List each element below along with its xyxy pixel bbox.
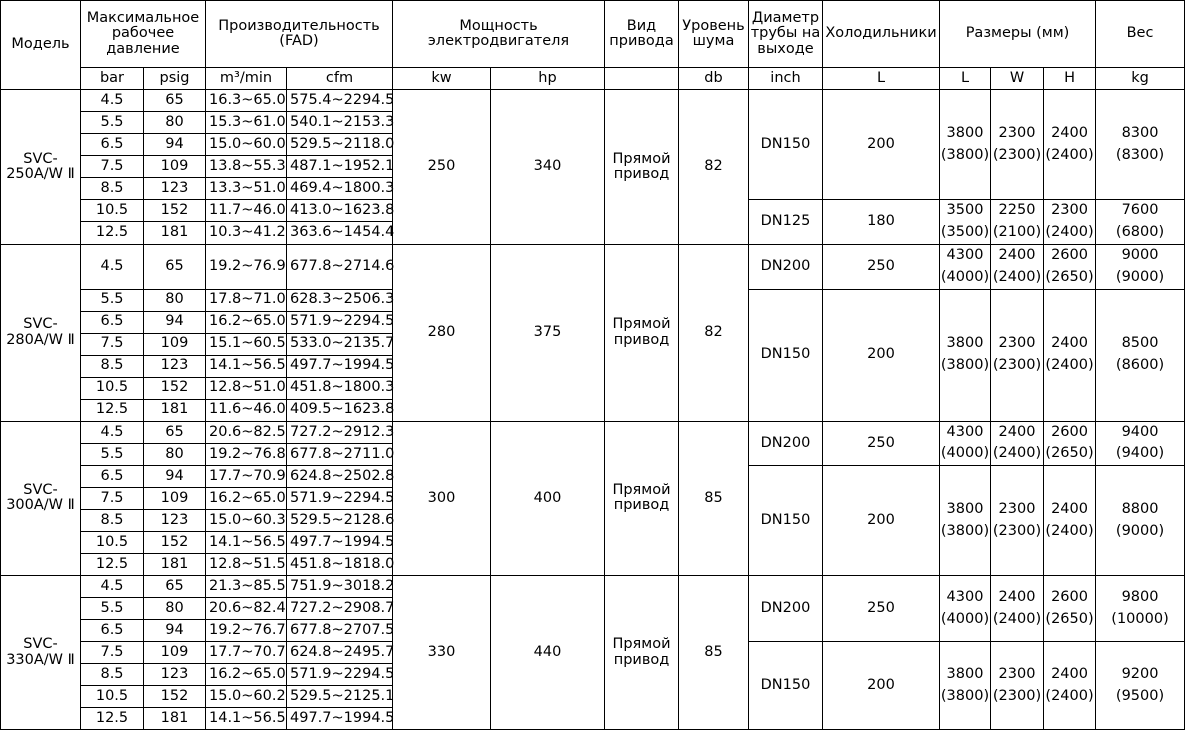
dimension-w bbox=[991, 466, 1044, 576]
unit-coolers-l: L bbox=[823, 68, 940, 90]
power-hp: 440 bbox=[491, 576, 605, 730]
table-row bbox=[1, 244, 1185, 289]
model-name: SVC-300A/W Ⅱ bbox=[1, 421, 81, 576]
weight-kg bbox=[1096, 90, 1185, 200]
pressure-bar: 12.5 bbox=[81, 708, 144, 730]
fad-m3min: 13.3~51.0 bbox=[206, 178, 287, 200]
dimension-l-alt-value: (4000) bbox=[940, 610, 990, 627]
pressure-bar: 8.5 bbox=[81, 510, 144, 532]
dimension-h bbox=[1044, 289, 1096, 421]
fad-cfm: 487.1~1952.1 bbox=[287, 156, 393, 178]
weight-kg-value: 8300 bbox=[1121, 124, 1159, 141]
fad-m3min: 12.8~51.5 bbox=[206, 554, 287, 576]
fad-cfm: 533.0~2135.7 bbox=[287, 333, 393, 355]
coolers-l: 200 bbox=[823, 642, 940, 730]
weight-kg-value: 9000 bbox=[1121, 246, 1159, 263]
pressure-psig: 80 bbox=[144, 443, 206, 465]
unit-kg: kg bbox=[1096, 68, 1185, 90]
dimension-l-value: 3800 bbox=[946, 124, 984, 141]
pipe-diameter: DN150 bbox=[749, 289, 823, 421]
fad-m3min: 15.1~60.5 bbox=[206, 333, 287, 355]
dimension-h-alt-value: (2400) bbox=[1045, 687, 1094, 704]
fad-cfm: 727.2~2908.7 bbox=[287, 598, 393, 620]
pressure-psig: 65 bbox=[144, 244, 206, 289]
weight-kg-value: 7600 bbox=[1121, 202, 1159, 218]
dimension-h-value: 2400 bbox=[1051, 665, 1088, 682]
dimension-l bbox=[940, 200, 991, 245]
dimension-w bbox=[991, 90, 1044, 200]
weight-kg-value: 9800 bbox=[1121, 588, 1159, 605]
power-kw: 280 bbox=[393, 244, 491, 421]
unit-db: db bbox=[679, 68, 749, 90]
pressure-psig: 123 bbox=[144, 510, 206, 532]
dimension-w-alt-value: (2300) bbox=[992, 522, 1042, 539]
dimension-w-value: 2300 bbox=[998, 124, 1036, 141]
dimension-l-alt-value: (4000) bbox=[940, 445, 990, 462]
fad-cfm: 727.2~2912.3 bbox=[287, 421, 393, 443]
pipe-diameter: DN200 bbox=[749, 244, 823, 289]
coolers-l: 180 bbox=[823, 200, 940, 245]
fad-m3min: 19.2~76.8 bbox=[206, 443, 287, 465]
table-row bbox=[1, 421, 1185, 443]
pressure-psig: 123 bbox=[144, 355, 206, 377]
header-pipe: Диаметр трубы на выходе bbox=[749, 1, 823, 68]
weight-kg-alt-value: (6800) bbox=[1115, 223, 1165, 240]
fad-cfm: 451.8~1818.0 bbox=[287, 554, 393, 576]
dimension-w-value: 2400 bbox=[998, 246, 1036, 263]
dimension-l-alt-value: (4000) bbox=[940, 268, 990, 285]
pressure-bar: 7.5 bbox=[81, 488, 144, 510]
power-hp: 375 bbox=[491, 244, 605, 421]
fad-cfm: 751.9~3018.2 bbox=[287, 576, 393, 598]
fad-cfm: 624.8~2495.7 bbox=[287, 642, 393, 664]
dimension-l-alt-value: (3800) bbox=[940, 357, 990, 373]
pressure-bar: 8.5 bbox=[81, 178, 144, 200]
weight-kg-alt-value: (10000) bbox=[1111, 610, 1169, 627]
pressure-bar: 6.5 bbox=[81, 620, 144, 642]
fad-m3min: 14.1~56.5 bbox=[206, 532, 287, 554]
dimension-h-alt-value: (2650) bbox=[1045, 268, 1094, 285]
drive-type: Прямой привод bbox=[605, 90, 679, 245]
drive-type: Прямой привод bbox=[605, 421, 679, 576]
fad-cfm: 529.5~2128.6 bbox=[287, 510, 393, 532]
pressure-psig: 181 bbox=[144, 708, 206, 730]
unit-psig: psig bbox=[144, 68, 206, 90]
dimension-l-alt-value: (3800) bbox=[940, 522, 990, 539]
unit-dim-h: H bbox=[1044, 68, 1096, 90]
dimension-w-value: 2400 bbox=[998, 588, 1036, 605]
fad-m3min: 16.3~65.0 bbox=[206, 90, 287, 112]
unit-dim-l: L bbox=[940, 68, 991, 90]
pressure-bar: 4.5 bbox=[81, 90, 144, 112]
fad-m3min: 14.1~56.5 bbox=[206, 355, 287, 377]
fad-m3min: 19.2~76.7 bbox=[206, 620, 287, 642]
header-fad: Производительность (FAD) bbox=[206, 1, 393, 68]
dimension-w bbox=[991, 244, 1044, 289]
pressure-bar: 10.5 bbox=[81, 377, 144, 399]
fad-m3min: 11.7~46.0 bbox=[206, 200, 287, 222]
dimension-l-value: 4300 bbox=[946, 423, 984, 440]
pressure-psig: 123 bbox=[144, 664, 206, 686]
pressure-psig: 181 bbox=[144, 554, 206, 576]
fad-m3min: 17.7~70.9 bbox=[206, 466, 287, 488]
weight-kg-alt-value: (9000) bbox=[1115, 268, 1165, 285]
dimension-w bbox=[991, 200, 1044, 245]
pressure-psig: 123 bbox=[144, 178, 206, 200]
pressure-psig: 94 bbox=[144, 620, 206, 642]
dimension-h-value: 2300 bbox=[1051, 202, 1088, 218]
coolers-l: 200 bbox=[823, 289, 940, 421]
pressure-bar: 7.5 bbox=[81, 642, 144, 664]
pressure-bar: 4.5 bbox=[81, 421, 144, 443]
pressure-psig: 181 bbox=[144, 399, 206, 421]
pressure-psig: 109 bbox=[144, 642, 206, 664]
fad-m3min: 21.3~85.5 bbox=[206, 576, 287, 598]
pressure-bar: 7.5 bbox=[81, 156, 144, 178]
unit-kw: kw bbox=[393, 68, 491, 90]
fad-cfm: 497.7~1994.5 bbox=[287, 355, 393, 377]
dimension-l bbox=[940, 466, 991, 576]
fad-m3min: 12.8~51.0 bbox=[206, 377, 287, 399]
pressure-psig: 80 bbox=[144, 289, 206, 311]
pressure-psig: 65 bbox=[144, 421, 206, 443]
pressure-psig: 152 bbox=[144, 200, 206, 222]
fad-m3min: 16.2~65.0 bbox=[206, 488, 287, 510]
dimension-h-value: 2400 bbox=[1051, 335, 1088, 352]
pipe-diameter: DN150 bbox=[749, 466, 823, 576]
weight-kg bbox=[1096, 200, 1185, 245]
pressure-psig: 181 bbox=[144, 222, 206, 244]
pressure-psig: 109 bbox=[144, 333, 206, 355]
noise-db: 85 bbox=[679, 576, 749, 730]
weight-kg-alt-value: (9000) bbox=[1115, 522, 1165, 539]
dimension-h-value: 2600 bbox=[1051, 588, 1088, 605]
dimension-l-alt-value: (3800) bbox=[940, 687, 990, 704]
dimension-w-alt-value: (2400) bbox=[992, 268, 1042, 285]
dimension-h bbox=[1044, 466, 1096, 576]
weight-kg-alt-value: (9400) bbox=[1115, 445, 1165, 462]
dimension-l-value: 3800 bbox=[946, 665, 984, 682]
dimension-l bbox=[940, 421, 991, 466]
pressure-psig: 94 bbox=[144, 134, 206, 156]
dimension-w-alt-value: (2300) bbox=[992, 357, 1042, 373]
fad-cfm: 571.9~2294.5 bbox=[287, 664, 393, 686]
dimension-w bbox=[991, 289, 1044, 421]
pressure-bar: 12.5 bbox=[81, 222, 144, 244]
fad-cfm: 529.5~2118.0 bbox=[287, 134, 393, 156]
noise-db: 82 bbox=[679, 244, 749, 421]
header-coolers: Холодильники bbox=[823, 1, 940, 68]
fad-cfm: 469.4~1800.3 bbox=[287, 178, 393, 200]
weight-kg-alt-value: (8300) bbox=[1115, 146, 1165, 163]
fad-m3min: 10.3~41.2 bbox=[206, 222, 287, 244]
dimension-w-alt-value: (2400) bbox=[992, 610, 1042, 627]
fad-cfm: 628.3~2506.3 bbox=[287, 289, 393, 311]
unit-hp: hp bbox=[491, 68, 605, 90]
header-dimensions: Размеры (мм) bbox=[940, 1, 1096, 68]
pressure-psig: 65 bbox=[144, 576, 206, 598]
weight-kg bbox=[1096, 642, 1185, 730]
pressure-psig: 80 bbox=[144, 112, 206, 134]
pressure-psig: 80 bbox=[144, 598, 206, 620]
dimension-w-value: 2300 bbox=[998, 335, 1036, 352]
pressure-bar: 10.5 bbox=[81, 200, 144, 222]
pipe-diameter: DN125 bbox=[749, 200, 823, 245]
fad-cfm: 677.8~2711.0 bbox=[287, 443, 393, 465]
dimension-l-alt-value: (3800) bbox=[940, 146, 990, 163]
fad-cfm: 363.6~1454.4 bbox=[287, 222, 393, 244]
pipe-diameter: DN200 bbox=[749, 421, 823, 466]
fad-cfm: 451.8~1800.3 bbox=[287, 377, 393, 399]
unit-cfm: cfm bbox=[287, 68, 393, 90]
power-kw: 300 bbox=[393, 421, 491, 576]
dimension-h bbox=[1044, 576, 1096, 642]
table-row bbox=[1, 576, 1185, 598]
power-hp: 340 bbox=[491, 90, 605, 245]
dimension-h-value: 2400 bbox=[1051, 500, 1088, 517]
dimension-l-alt-value: (3500) bbox=[940, 223, 990, 240]
dimension-h bbox=[1044, 642, 1096, 730]
coolers-l: 200 bbox=[823, 466, 940, 576]
model-name: SVC-280A/W Ⅱ bbox=[1, 244, 81, 421]
model-name: SVC-250A/W Ⅱ bbox=[1, 90, 81, 245]
table-row bbox=[1, 90, 1185, 112]
coolers-l: 250 bbox=[823, 576, 940, 642]
dimension-w bbox=[991, 642, 1044, 730]
dimension-l-value: 3800 bbox=[946, 500, 984, 517]
pressure-psig: 65 bbox=[144, 90, 206, 112]
fad-m3min: 17.7~70.7 bbox=[206, 642, 287, 664]
dimension-w-alt-value: (2100) bbox=[992, 223, 1042, 240]
pressure-bar: 12.5 bbox=[81, 554, 144, 576]
unit-dim-w: W bbox=[991, 68, 1044, 90]
header-drive: Вид привода bbox=[605, 1, 679, 68]
pressure-bar: 12.5 bbox=[81, 399, 144, 421]
unit-drive-empty bbox=[605, 68, 679, 90]
dimension-h bbox=[1044, 90, 1096, 200]
pressure-bar: 6.5 bbox=[81, 134, 144, 156]
fad-m3min: 15.0~60.2 bbox=[206, 686, 287, 708]
pressure-bar: 5.5 bbox=[81, 289, 144, 311]
pressure-bar: 5.5 bbox=[81, 443, 144, 465]
pressure-bar: 8.5 bbox=[81, 355, 144, 377]
fad-m3min: 15.3~61.0 bbox=[206, 112, 287, 134]
header-model: Модель bbox=[1, 1, 81, 90]
dimension-h-alt-value: (2400) bbox=[1045, 223, 1094, 240]
dimension-w-alt-value: (2300) bbox=[992, 687, 1042, 704]
pressure-psig: 109 bbox=[144, 156, 206, 178]
power-hp: 400 bbox=[491, 421, 605, 576]
dimension-l-value: 3800 bbox=[946, 335, 984, 352]
dimension-l bbox=[940, 642, 991, 730]
dimension-w-value: 2300 bbox=[998, 665, 1036, 682]
pressure-bar: 6.5 bbox=[81, 466, 144, 488]
pipe-diameter: DN150 bbox=[749, 642, 823, 730]
power-kw: 330 bbox=[393, 576, 491, 730]
dimension-l bbox=[940, 244, 991, 289]
fad-cfm: 677.8~2714.6 bbox=[287, 244, 393, 289]
header-power: Мощность электродвигателя bbox=[393, 1, 605, 68]
pressure-psig: 152 bbox=[144, 532, 206, 554]
weight-kg bbox=[1096, 466, 1185, 576]
noise-db: 85 bbox=[679, 421, 749, 576]
fad-m3min: 20.6~82.5 bbox=[206, 421, 287, 443]
unit-bar: bar bbox=[81, 68, 144, 90]
pressure-psig: 152 bbox=[144, 686, 206, 708]
weight-kg-alt-value: (9500) bbox=[1115, 687, 1165, 704]
fad-cfm: 571.9~2294.5 bbox=[287, 488, 393, 510]
dimension-l-value: 3500 bbox=[946, 202, 984, 218]
dimension-l-value: 4300 bbox=[946, 246, 984, 263]
fad-m3min: 19.2~76.9 bbox=[206, 244, 287, 289]
dimension-w-alt-value: (2300) bbox=[992, 146, 1042, 163]
pressure-bar: 5.5 bbox=[81, 598, 144, 620]
fad-cfm: 677.8~2707.5 bbox=[287, 620, 393, 642]
fad-cfm: 571.9~2294.5 bbox=[287, 311, 393, 333]
fad-cfm: 575.4~2294.5 bbox=[287, 90, 393, 112]
dimension-h-alt-value: (2650) bbox=[1045, 610, 1094, 627]
pressure-bar: 6.5 bbox=[81, 311, 144, 333]
coolers-l: 250 bbox=[823, 244, 940, 289]
pressure-bar: 5.5 bbox=[81, 112, 144, 134]
drive-type: Прямой привод bbox=[605, 576, 679, 730]
dimension-h-alt-value: (2400) bbox=[1045, 522, 1094, 539]
fad-m3min: 16.2~65.0 bbox=[206, 311, 287, 333]
dimension-l bbox=[940, 90, 991, 200]
fad-m3min: 16.2~65.0 bbox=[206, 664, 287, 686]
dimension-l-value: 4300 bbox=[946, 588, 984, 605]
pressure-bar: 8.5 bbox=[81, 664, 144, 686]
fad-m3min: 13.8~55.3 bbox=[206, 156, 287, 178]
weight-kg bbox=[1096, 421, 1185, 466]
pressure-bar: 7.5 bbox=[81, 333, 144, 355]
fad-cfm: 409.5~1623.8 bbox=[287, 399, 393, 421]
fad-m3min: 15.0~60.3 bbox=[206, 510, 287, 532]
dimension-h bbox=[1044, 421, 1096, 466]
weight-kg-alt-value: (8600) bbox=[1115, 357, 1165, 373]
header-pressure: Максимальное рабочее давление bbox=[81, 1, 206, 68]
fad-cfm: 497.7~1994.5 bbox=[287, 532, 393, 554]
pressure-psig: 94 bbox=[144, 466, 206, 488]
pressure-psig: 152 bbox=[144, 377, 206, 399]
fad-m3min: 20.6~82.4 bbox=[206, 598, 287, 620]
dimension-h-alt-value: (2400) bbox=[1045, 146, 1094, 163]
dimension-h bbox=[1044, 244, 1096, 289]
coolers-l: 200 bbox=[823, 90, 940, 200]
pressure-bar: 4.5 bbox=[81, 576, 144, 598]
dimension-w-value: 2250 bbox=[998, 202, 1036, 218]
weight-kg-value: 9200 bbox=[1121, 665, 1159, 682]
dimension-h-value: 2600 bbox=[1051, 423, 1088, 440]
dimension-w-alt-value: (2400) bbox=[992, 445, 1042, 462]
pressure-psig: 94 bbox=[144, 311, 206, 333]
dimension-h bbox=[1044, 200, 1096, 245]
fad-cfm: 624.8~2502.8 bbox=[287, 466, 393, 488]
pressure-bar: 10.5 bbox=[81, 686, 144, 708]
pressure-bar: 10.5 bbox=[81, 532, 144, 554]
noise-db: 82 bbox=[679, 90, 749, 245]
coolers-l: 250 bbox=[823, 421, 940, 466]
pipe-diameter: DN150 bbox=[749, 90, 823, 200]
dimension-h-alt-value: (2400) bbox=[1045, 357, 1094, 373]
fad-cfm: 529.5~2125.1 bbox=[287, 686, 393, 708]
weight-kg-value: 8500 bbox=[1121, 335, 1159, 352]
weight-kg bbox=[1096, 244, 1185, 289]
weight-kg-value: 9400 bbox=[1121, 423, 1159, 440]
spec-table-body bbox=[1, 90, 1185, 730]
pressure-bar: 4.5 bbox=[81, 244, 144, 289]
unit-m3min: m³/min bbox=[206, 68, 287, 90]
model-name: SVC-330A/W Ⅱ bbox=[1, 576, 81, 730]
dimension-l bbox=[940, 289, 991, 421]
fad-m3min: 17.8~71.0 bbox=[206, 289, 287, 311]
unit-inch: inch bbox=[749, 68, 823, 90]
dimension-w bbox=[991, 576, 1044, 642]
fad-cfm: 540.1~2153.3 bbox=[287, 112, 393, 134]
drive-type: Прямой привод bbox=[605, 244, 679, 421]
dimension-h-value: 2600 bbox=[1051, 246, 1088, 263]
fad-m3min: 15.0~60.0 bbox=[206, 134, 287, 156]
dimension-w-value: 2300 bbox=[998, 500, 1036, 517]
header-weight: Вес bbox=[1096, 1, 1185, 68]
pipe-diameter: DN200 bbox=[749, 576, 823, 642]
fad-m3min: 11.6~46.0 bbox=[206, 399, 287, 421]
weight-kg-value: 8800 bbox=[1121, 500, 1159, 517]
dimension-w-value: 2400 bbox=[998, 423, 1036, 440]
fad-cfm: 497.7~1994.5 bbox=[287, 708, 393, 730]
weight-kg bbox=[1096, 289, 1185, 421]
fad-m3min: 14.1~56.5 bbox=[206, 708, 287, 730]
dimension-h-value: 2400 bbox=[1051, 124, 1088, 141]
pressure-psig: 109 bbox=[144, 488, 206, 510]
dimension-l bbox=[940, 576, 991, 642]
power-kw: 250 bbox=[393, 90, 491, 245]
weight-kg bbox=[1096, 576, 1185, 642]
header-noise: Уровень шума bbox=[679, 1, 749, 68]
dimension-w bbox=[991, 421, 1044, 466]
fad-cfm: 413.0~1623.8 bbox=[287, 200, 393, 222]
dimension-h-alt-value: (2650) bbox=[1045, 445, 1094, 462]
